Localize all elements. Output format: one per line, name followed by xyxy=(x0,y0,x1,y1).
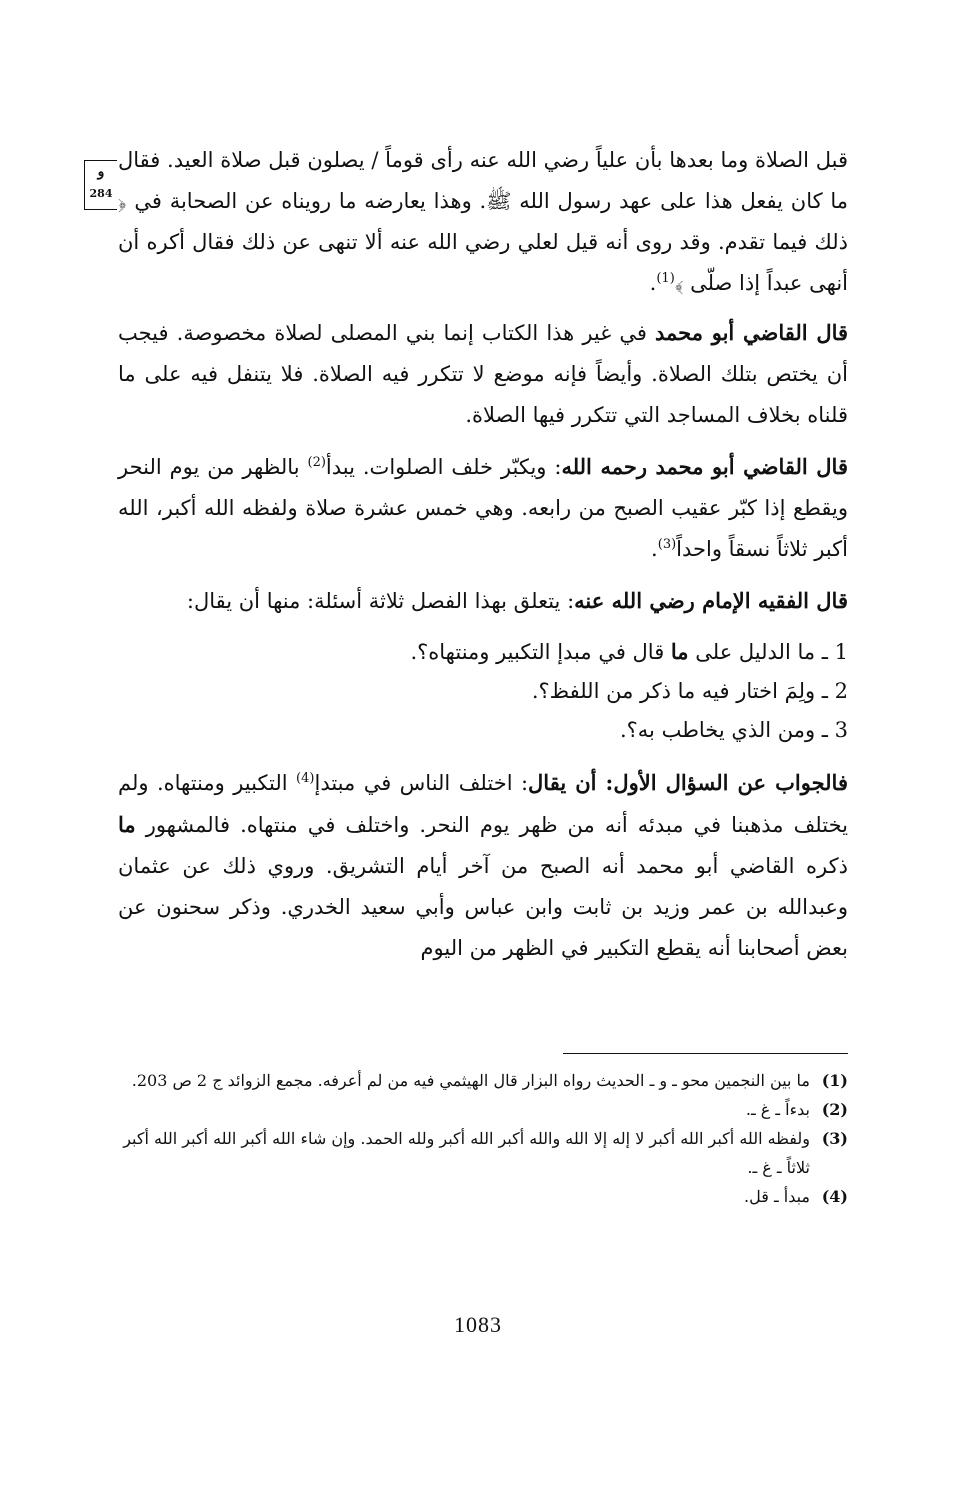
answer-text-2: التكبير ومنتهاه. ولم يختلف مذهبنا في مبدئه أنه من ظهر يوم النحر. واختلف في منتهاه. فالمشهور xyxy=(118,771,848,837)
answer-text: : اختلف الناس في مبتدإ xyxy=(314,771,529,795)
margin-folio-note xyxy=(84,160,117,210)
paragraph-2 xyxy=(118,312,848,436)
question-1-pre: 1 ـ ما الدليل على xyxy=(688,640,848,664)
question-2-text: 2 ـ ولِمَ اختار فيه ما ذكر من اللفظ؟. xyxy=(531,679,848,703)
paragraph-1 xyxy=(118,140,848,304)
paragraph-2-text: في غير هذا الكتاب إنما بني المصلى لصلاة مخصوصة. فيجب أن يختص بتلك الصلاة. وأيضاً فإنه موضع لا تتكرر فيه الصلاة. فلا يتنفل فيه على ما قلناه بخلاف المساجد التي تتكرر فيها الصلاة. xyxy=(118,321,848,427)
paragraph-3-lead: قال القاضي أبو محمد رحمه الله xyxy=(561,454,848,479)
page-number: 1083 xyxy=(454,1312,502,1337)
footnote-ref-2[interactable]: (2) xyxy=(307,455,326,470)
paragraph-3-tail: . xyxy=(651,537,658,561)
paragraph-1-tail: . xyxy=(649,271,657,295)
footnote-text: ما بين النجمين محو ـ و ـ الحديث رواه البزار قال الهيثمي فيه من لم أعرفه. مجمع الزوائد ج 2 ص 203. xyxy=(131,1071,810,1090)
paragraph-1-text: قبل الصلاة وما بعدها بأن علياً رضي الله عنه رأى قوماً / يصلون قبل صلاة العيد. فقال ما كان يفعل هذا على عهد رسول الله ﷺ. وهذا يعارضه ما رويناه عن الصحابة في ﴿ ذلك فيما تقدم. وقد روى أنه قيل لعلي رضي الله عنه ألا تنهى عن ذلك فقال أكره أن أنهى عبداً إذا صلّى ﴾ xyxy=(118,148,848,295)
paragraph-3-text-2: بالظهر من يوم النحر ويقطع إذا كبّر عقيب الصبح من رابعه. وهي خمس عشرة صلاة ولفظه الله أكبر، الله أكبر ثلاثاً نسقاً واحداً xyxy=(118,455,848,561)
footnote-text: بدءاً ـ غ ـ. xyxy=(745,1100,810,1119)
question-item xyxy=(118,672,848,711)
questions-list xyxy=(118,632,848,750)
footnote-number: (4) xyxy=(821,1187,848,1206)
question-item xyxy=(118,632,848,672)
paragraph-3-text: : ويكبّر خلف الصلوات. يبدأ xyxy=(325,455,562,479)
margin-note-folio: 284 xyxy=(89,187,113,200)
paragraph-4-text: : يتعلق بهذا الفصل ثلاثة أسئلة: منها أن يقال: xyxy=(186,589,575,613)
paragraph-3 xyxy=(118,446,848,570)
footnote-item xyxy=(118,1182,848,1211)
footnote-text: ولفظه الله أكبر الله أكبر لا إله إلا الله والله أكبر الله أكبر ولله الحمد. وإن شاء الله أكبر الله أكبر الله أكبر ثلاثاً ـ غ ـ. xyxy=(123,1129,810,1177)
paragraph-4 xyxy=(118,580,848,622)
footnotes xyxy=(118,1066,848,1211)
footnote-item xyxy=(118,1066,848,1095)
question-3-text: 3 ـ ومن الذي يخاطب به؟. xyxy=(619,718,848,742)
answer-bold: ما xyxy=(118,812,136,837)
paragraph-2-lead: قال القاضي أبو محمد xyxy=(655,320,849,345)
question-item xyxy=(118,711,848,750)
answer-lead: فالجواب عن السؤال الأول xyxy=(613,770,848,795)
answer-text-3: ذكره القاضي أبو محمد أنه الصبح من آخر أيام التشريق. وروي ذلك عن عثمان وعبدالله بن عمر وزيد بن ثابت وابن عباس وأبي سعيد الخدري. وذكر سحنون عن بعض أصحابنا أنه يقطع التكبير في الظهر من اليوم xyxy=(118,854,848,960)
footnote-number: (1) xyxy=(821,1071,848,1090)
footnote-divider xyxy=(563,1053,848,1054)
footnote-ref-1[interactable]: (1) xyxy=(656,271,675,286)
answer-paragraph xyxy=(118,762,848,969)
footnote-number: (3) xyxy=(821,1129,848,1148)
footnote-item xyxy=(118,1095,848,1124)
question-1-post: قال في مبدإ التكبير ومنتهاه؟. xyxy=(410,640,671,664)
main-text xyxy=(118,140,848,979)
paragraph-4-lead: قال الفقيه الإمام رضي الله عنه xyxy=(574,588,848,613)
footnote-text: مبدأ ـ قل. xyxy=(744,1187,810,1206)
footnote-number: (2) xyxy=(821,1100,848,1119)
footnote-ref-4[interactable]: (4) xyxy=(296,771,315,786)
question-1-bold: ما xyxy=(670,639,689,664)
answer-lead-2: : أن يقال xyxy=(528,770,614,795)
footnote-ref-3[interactable]: (3) xyxy=(657,537,677,552)
margin-note-letter: و xyxy=(97,164,105,180)
footnote-item xyxy=(118,1124,848,1182)
